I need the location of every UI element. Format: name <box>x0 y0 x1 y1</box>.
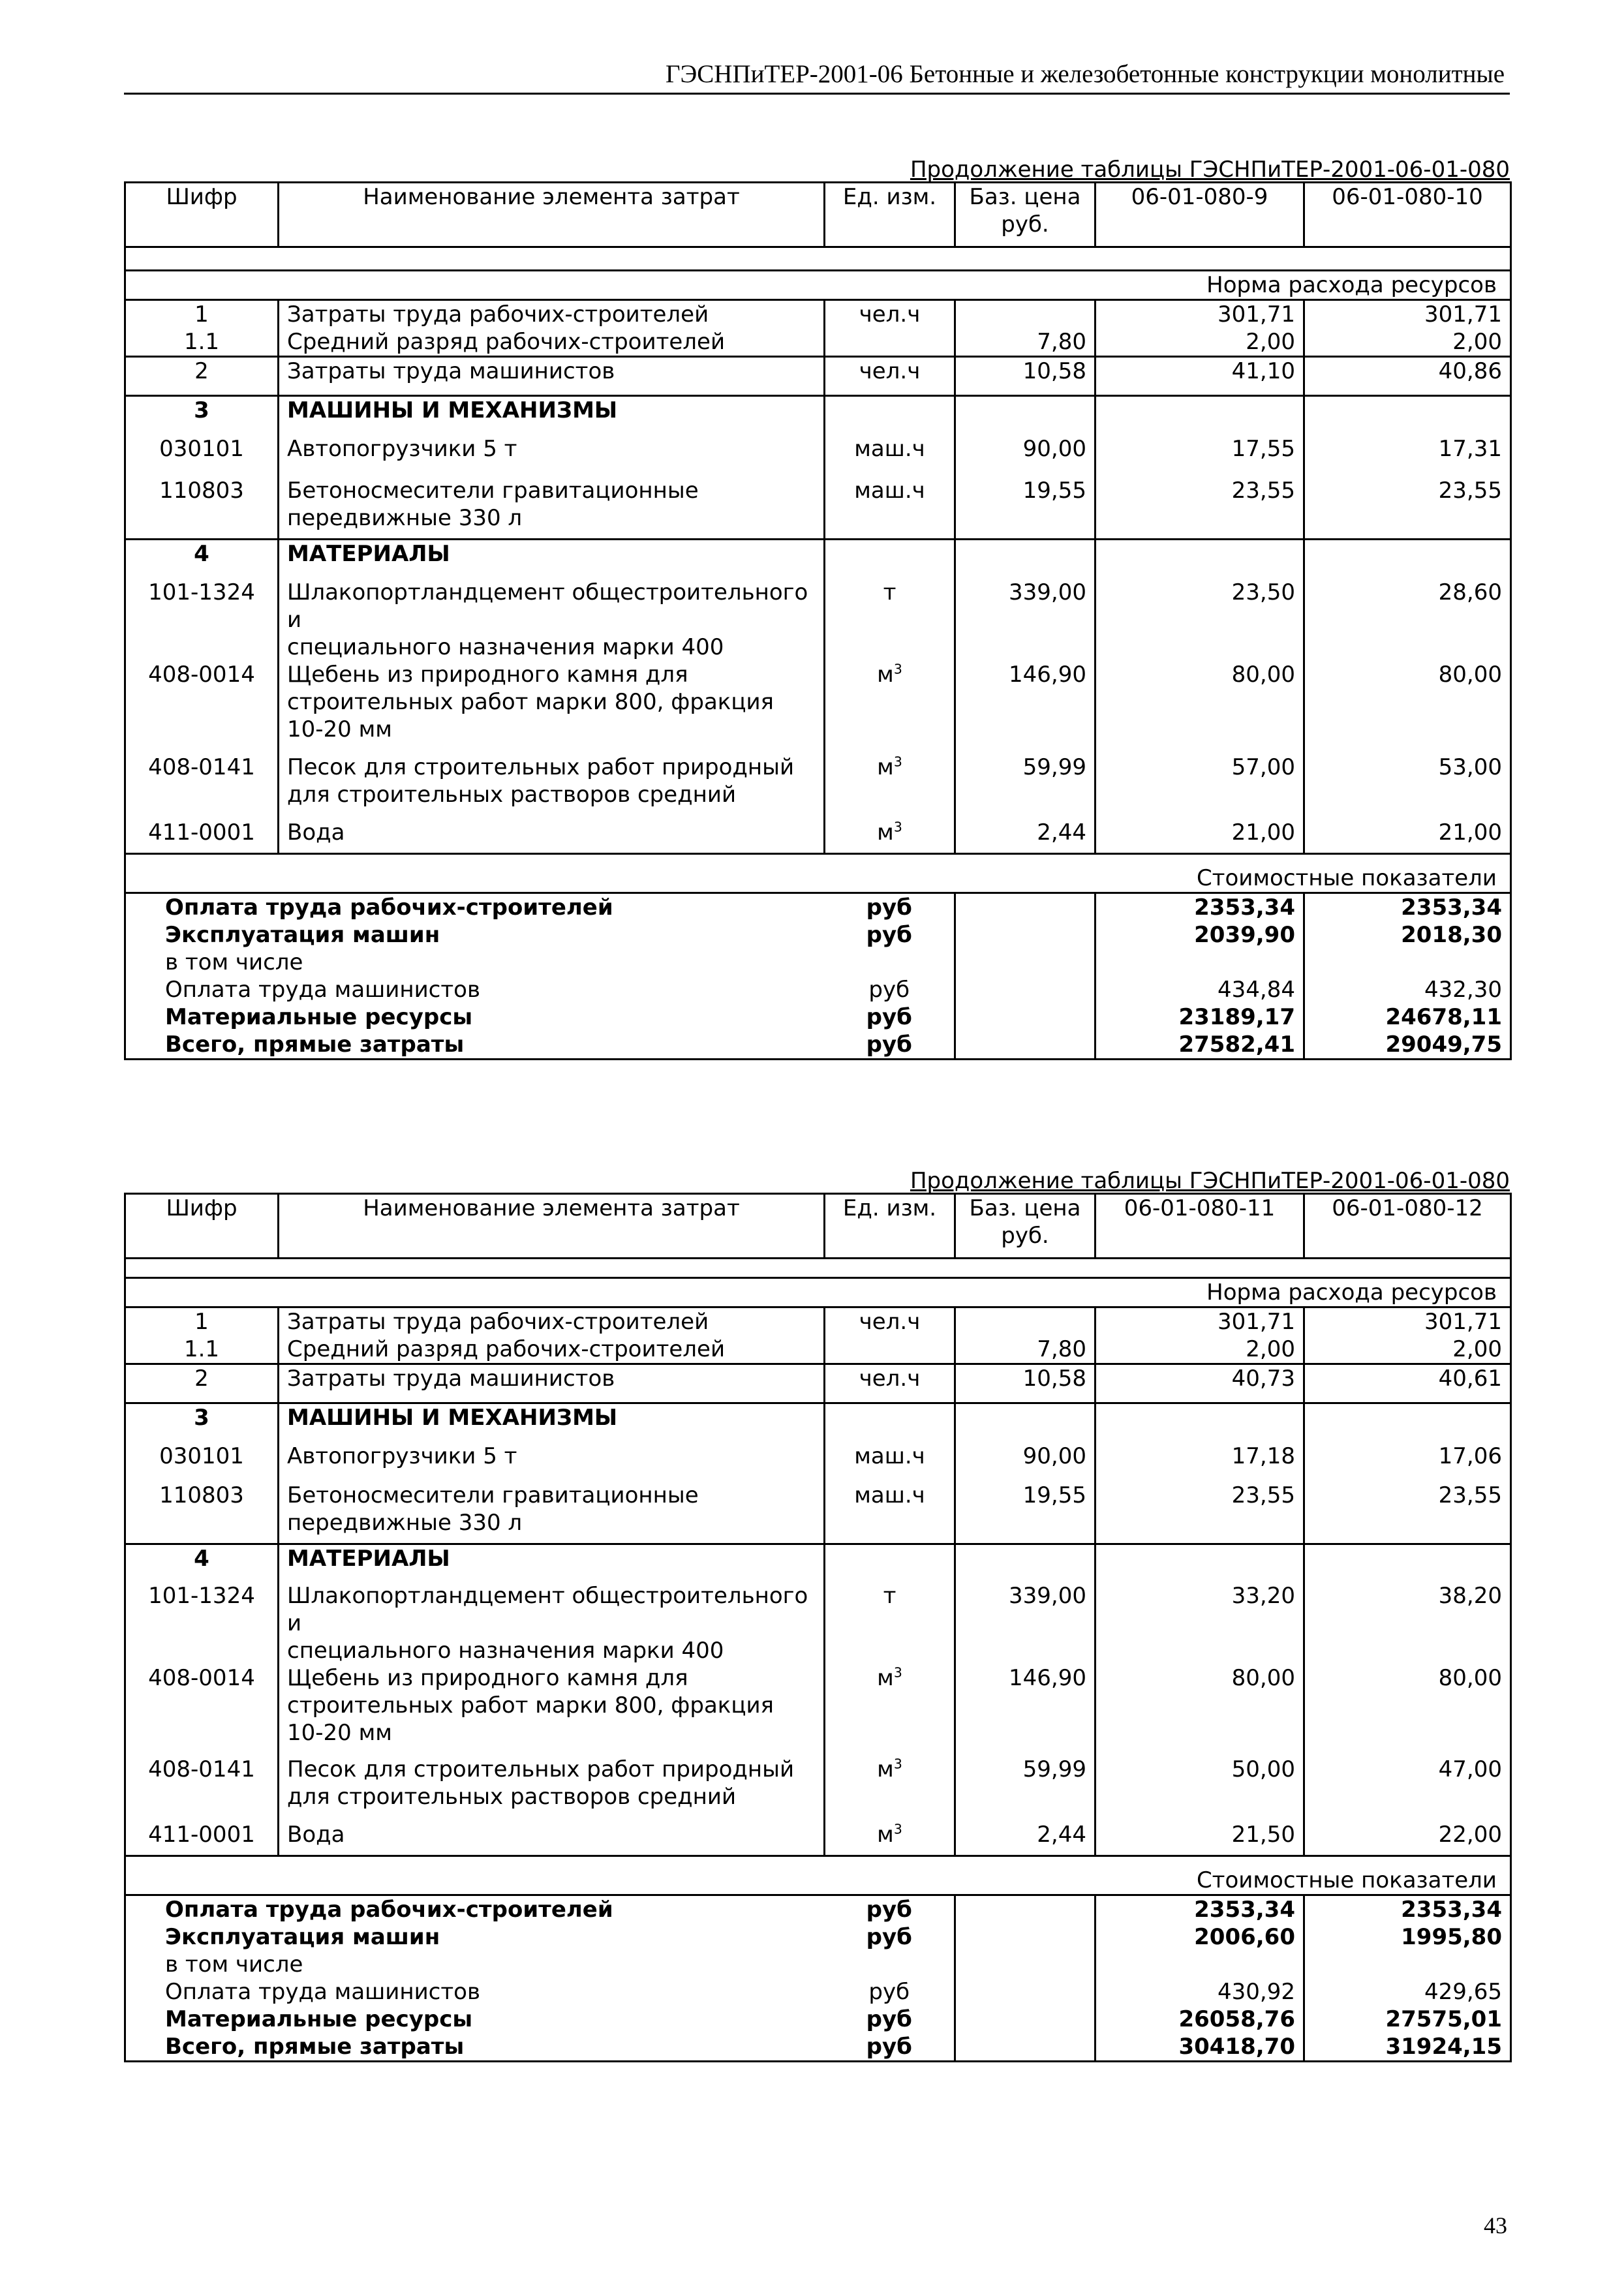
table-row: 1 Затраты труда рабочих-строителей чел.ч 301,71 301,71 <box>125 1307 1511 1336</box>
table-row: 4 МАТЕРИАЛЫ <box>125 540 1511 579</box>
table-header-row <box>125 1194 1511 1259</box>
col-name-header: Наименование элемента затрат <box>279 183 825 247</box>
spacer-row <box>125 247 1511 271</box>
col-unit-header: Ед. изм. <box>825 183 955 247</box>
col-name-header: Наименование элемента затрат <box>279 1194 825 1259</box>
page-header <box>124 53 1510 95</box>
cost-row: Материальные ресурсы руб 26058,76 27575,01 <box>125 2006 1511 2033</box>
section-costs-row: Стоимостные показатели <box>125 854 1511 893</box>
table-row: 1.1 Средний разряд рабочих-строителей 7,80 2,00 2,00 <box>125 328 1511 357</box>
cost-row: Оплата труда машинистов руб 430,92 429,65 <box>125 1978 1511 2006</box>
table-row: 408-0014 Щебень из природного камня для строительных работ марки 800, фракция 10-20 мм $м^3$ 146,90 80,00 80,00 <box>125 661 1511 754</box>
table-row: 030101 Автопогрузчики 5 т маш.ч 90,00 17,18 17,06 <box>125 1443 1511 1482</box>
cost-row: Оплата труда машинистов руб 434,84 432,30 <box>125 976 1511 1003</box>
cost-row: Материальные ресурсы руб 23189,17 24678,11 <box>125 1003 1511 1031</box>
table-row: 101-1324 Шлакопортландцемент общестроительного и специального назначения марки 400 т 339,00 23,50 28,60 <box>125 579 1511 661</box>
section-norms-row: Норма расхода ресурсов <box>125 271 1511 300</box>
col-price-header: Баз. цена руб. <box>955 1194 1095 1259</box>
col-unit-header: Ед. изм. <box>825 1194 955 1259</box>
table-row: 3 МАШИНЫ И МЕХАНИЗМЫ <box>125 396 1511 435</box>
table-row: 411-0001 Вода $м^3$ 2,44 21,50 22,00 <box>125 1821 1511 1856</box>
header-title: ГЭСНПиТЕР-2001-06 Бетонные и железобетонные конструкции монолитные <box>665 60 1505 88</box>
cost-row-total: Всего, прямые затраты руб 30418,70 31924,15 <box>125 2033 1511 2062</box>
cost-row: в том числе <box>125 1951 1511 1978</box>
col-code-header: Шифр <box>125 183 279 247</box>
table-row: 4 МАТЕРИАЛЫ <box>125 1544 1511 1582</box>
table-row: 110803 Бетоносмесители гравитационные передвижные 330 л маш.ч 19,55 23,55 23,55 <box>125 1482 1511 1544</box>
col-b-header: 06-01-080-12 <box>1304 1194 1511 1259</box>
col-b-header: 06-01-080-10 <box>1304 183 1511 247</box>
table-row: 030101 Автопогрузчики 5 т маш.ч 90,00 17,55 17,31 <box>125 435 1511 477</box>
table-row: 408-0141 Песок для строительных работ природный для строительных растворов средний $м^3$ 59,99 57,00 53,00 <box>125 754 1511 819</box>
table-caption: Продолжение таблицы ГЭСНПиТЕР-2001-06-01-080 <box>910 157 1510 183</box>
col-code-header: Шифр <box>125 1194 279 1259</box>
cost-row: Эксплуатация машин руб 2039,90 2018,30 <box>125 921 1511 949</box>
table-header-row <box>125 183 1511 247</box>
table-row: 1.1 Средний разряд рабочих-строителей 7,80 2,00 2,00 <box>125 1336 1511 1364</box>
section-norms-row: Норма расхода ресурсов <box>125 1278 1511 1307</box>
col-a-header: 06-01-080-9 <box>1095 183 1304 247</box>
table-row: 411-0001 Вода $м^3$ 2,44 21,00 21,00 <box>125 819 1511 854</box>
cost-row: Эксплуатация машин руб 2006,60 1995,80 <box>125 1923 1511 1951</box>
table-row: 3 МАШИНЫ И МЕХАНИЗМЫ <box>125 1403 1511 1443</box>
cost-row: Оплата труда рабочих-строителей руб 2353,34 2353,34 <box>125 1895 1511 1924</box>
cost-row: Оплата труда рабочих-строителей руб 2353,34 2353,34 <box>125 893 1511 922</box>
page-number: 43 <box>1484 2212 1507 2239</box>
spacer-row <box>125 1259 1511 1278</box>
table-row: 2 Затраты труда машинистов чел.ч 10,58 40,73 40,61 <box>125 1364 1511 1403</box>
table-caption: Продолжение таблицы ГЭСНПиТЕР-2001-06-01-080 <box>910 1168 1510 1194</box>
table-row: 408-0014 Щебень из природного камня для строительных работ марки 800, фракция 10-20 мм $м^3$ 146,90 80,00 80,00 <box>125 1664 1511 1756</box>
resource-table-2 <box>124 1193 1512 2062</box>
col-a-header: 06-01-080-11 <box>1095 1194 1304 1259</box>
section-costs-row: Стоимостные показатели <box>125 1856 1511 1895</box>
table-row: 110803 Бетоносмесители гравитационные передвижные 330 л маш.ч 19,55 23,55 23,55 <box>125 477 1511 540</box>
table-row: 1 Затраты труда рабочих-строителей чел.ч 301,71 301,71 <box>125 300 1511 329</box>
cost-row: в том числе <box>125 949 1511 976</box>
table-row: 2 Затраты труда машинистов чел.ч 10,58 41,10 40,86 <box>125 357 1511 396</box>
cost-row-total: Всего, прямые затраты руб 27582,41 29049,75 <box>125 1031 1511 1060</box>
col-price-header: Баз. цена руб. <box>955 183 1095 247</box>
table-row: 101-1324 Шлакопортландцемент общестроительного и специального назначения марки 400 т 339,00 33,20 38,20 <box>125 1582 1511 1664</box>
table-row: 408-0141 Песок для строительных работ природный для строительных растворов средний $м^3$ 59,99 50,00 47,00 <box>125 1756 1511 1821</box>
resource-table-1 <box>124 181 1512 1060</box>
